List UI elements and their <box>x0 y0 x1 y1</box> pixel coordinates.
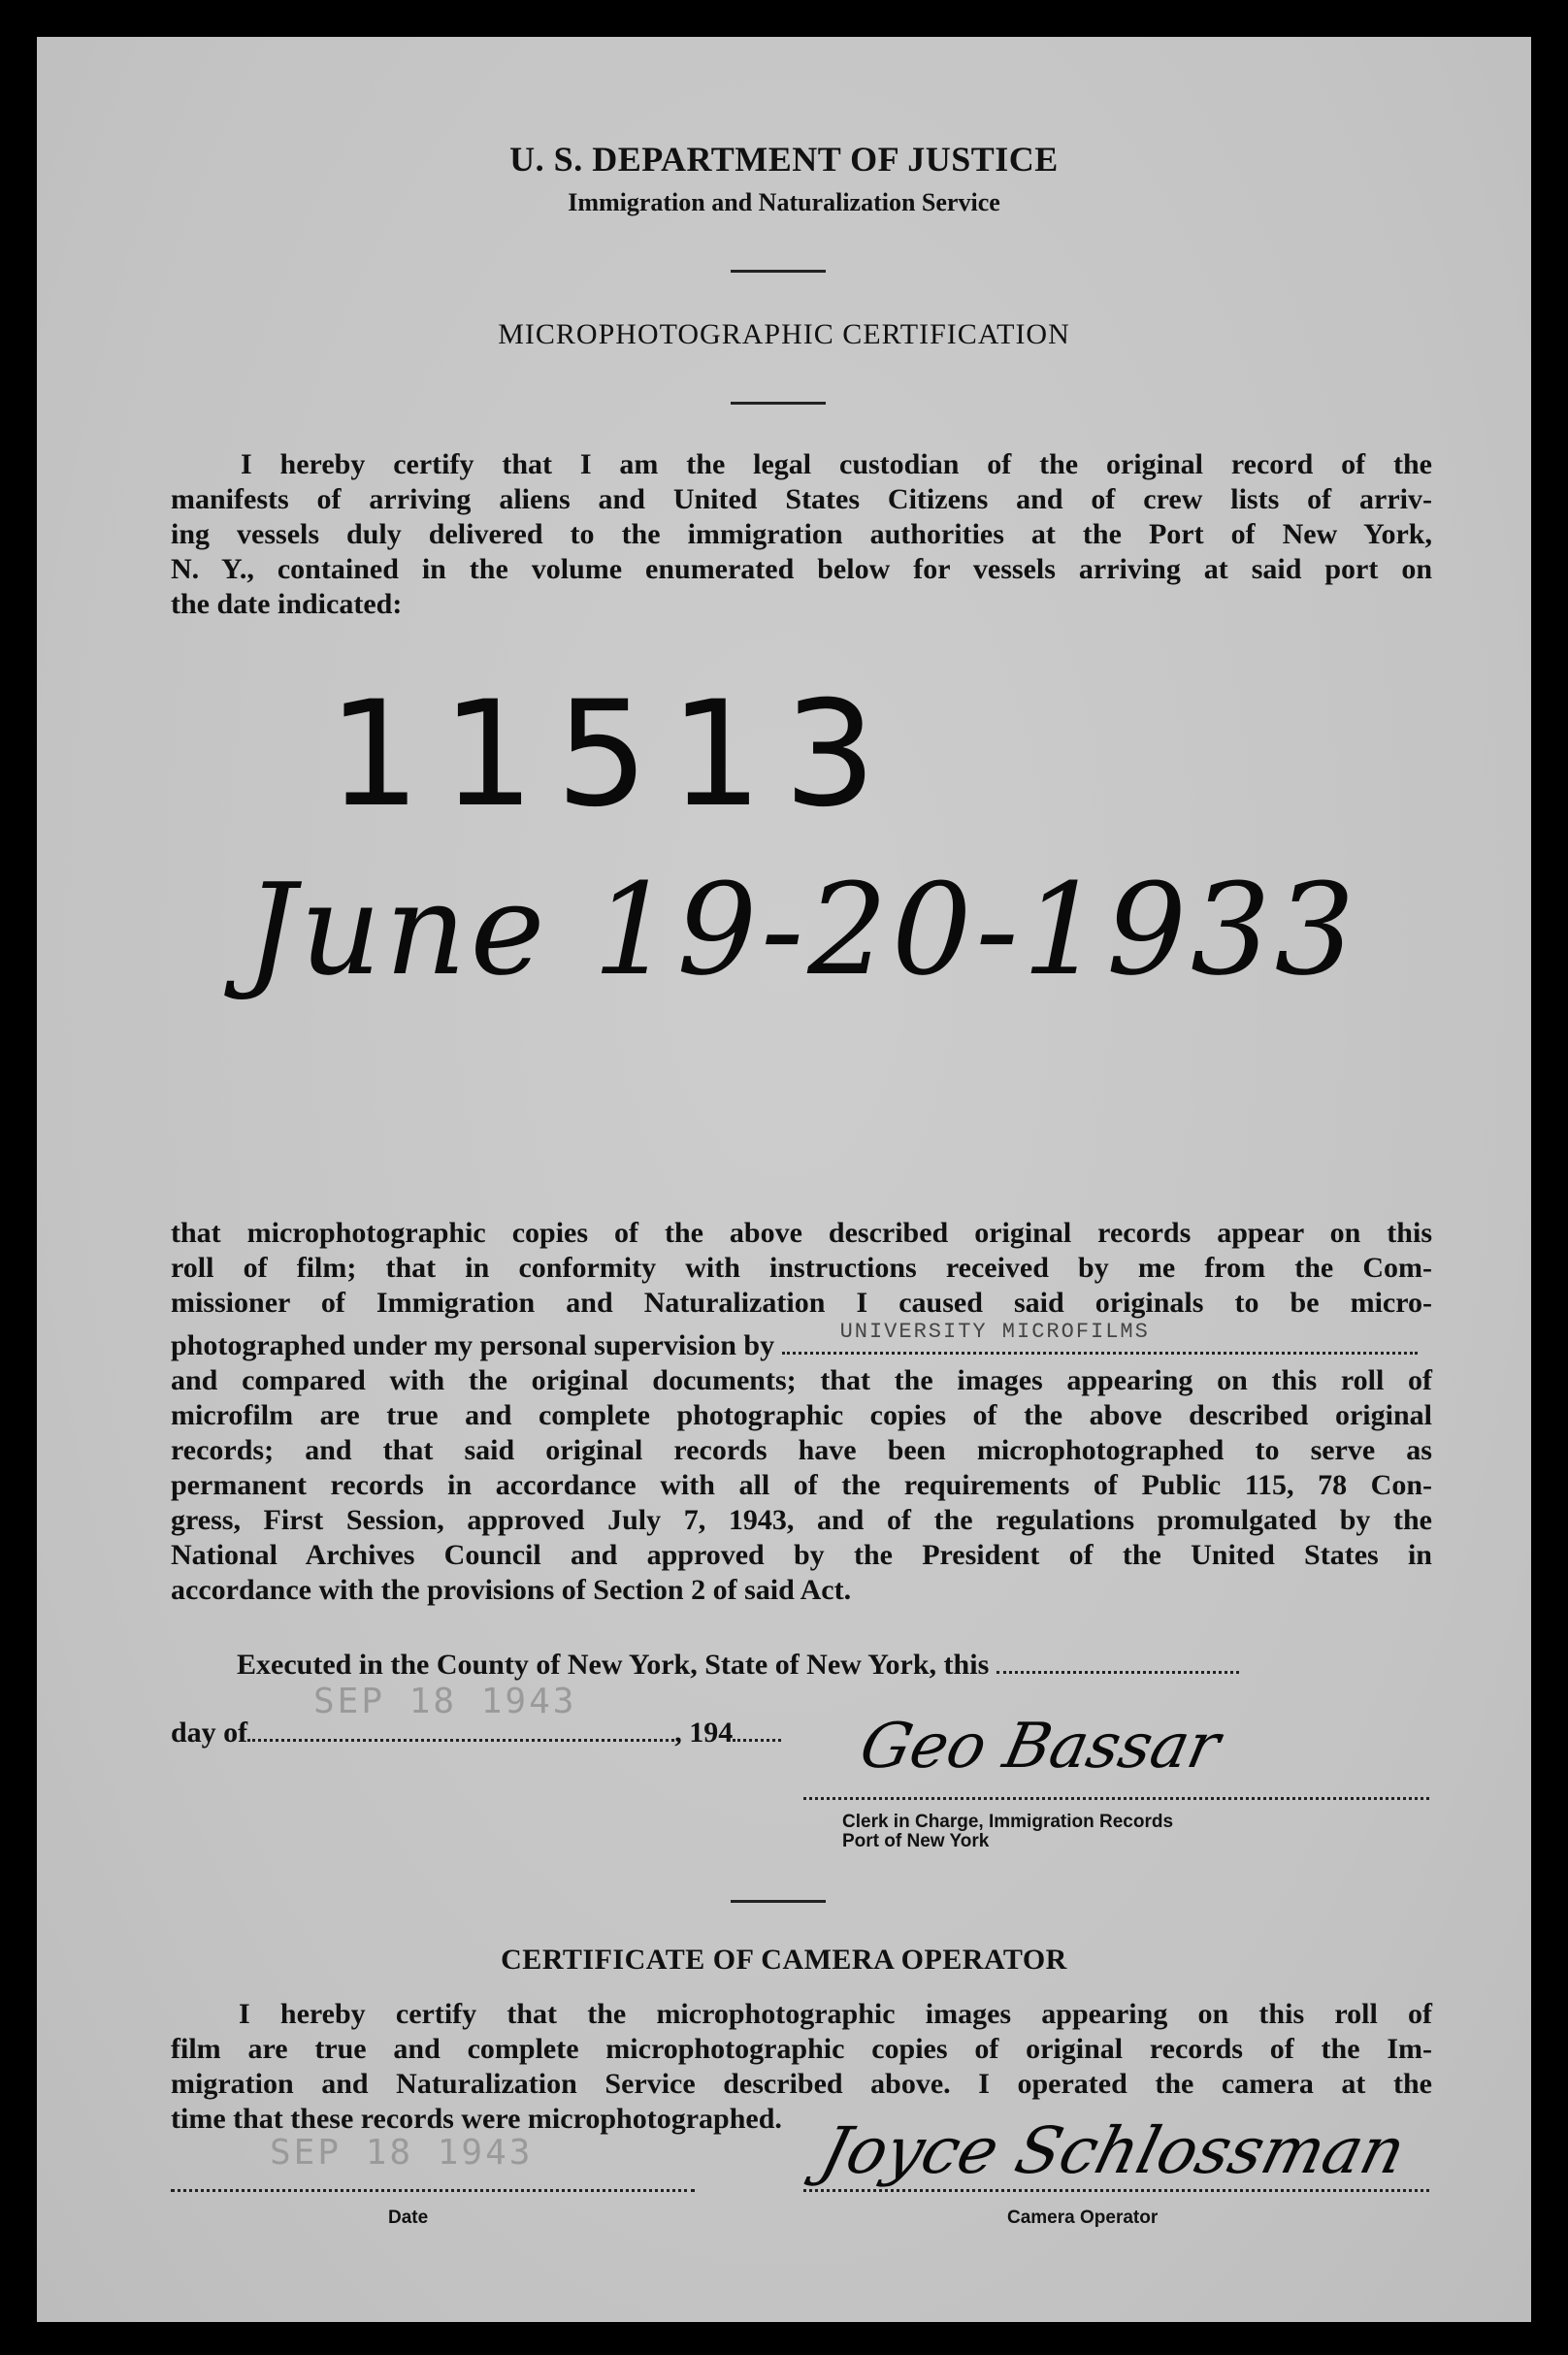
paragraph-line: the date indicated: <box>171 588 403 620</box>
received-date-stamp: SEP 18 1943 <box>313 1682 577 1721</box>
clerk-signature: Geo Bassar <box>854 1711 1226 1783</box>
paragraph-line: that microphotographic copies of the above described original records appear on this <box>171 1217 1432 1249</box>
paragraph-line: records; and that said original records have been microphotographed to serve as <box>171 1434 1432 1466</box>
supervision-prefix: photographed under my personal supervision by <box>171 1329 775 1361</box>
paragraph-line: N. Y., contained in the volume enumerated below for vessels arriving at said port on <box>171 553 1432 585</box>
photographer-typed: UNIVERSITY MICROFILMS <box>839 1320 1150 1344</box>
divider-rule <box>731 1900 826 1903</box>
paragraph-line: roll of film; that in conformity with instructions received by me from the Com- <box>171 1252 1432 1284</box>
supervision-line <box>171 1320 1432 1363</box>
paragraph-line: missioner of Immigration and Naturalization I caused said originals to be micro- <box>171 1287 1432 1319</box>
day-of-label: day of <box>171 1717 248 1749</box>
paragraph-line: accordance with the provisions of Section 2 of said Act. <box>171 1574 852 1606</box>
department-heading: U. S. DEPARTMENT OF JUSTICE <box>509 140 1059 179</box>
certificate-page <box>37 37 1531 2322</box>
day-of-field <box>247 1716 674 1742</box>
operator-signature-line <box>803 2189 1429 2192</box>
year-field <box>733 1716 781 1742</box>
intro-paragraph <box>171 447 1432 622</box>
executed-day-field <box>996 1648 1239 1674</box>
clerk-title-line: Clerk in Charge, Immigration Records <box>842 1812 1174 1832</box>
volume-number-handwritten: 11513 <box>328 671 898 839</box>
divider-rule <box>731 270 826 273</box>
photographer-field <box>782 1320 1418 1355</box>
paragraph-line: manifests of arriving aliens and United States Citizens and of crew lists of arriv- <box>171 483 1432 515</box>
divider-rule <box>731 402 826 405</box>
paragraph-line: National Archives Council and approved by the President of the United States in <box>171 1539 1432 1571</box>
operator-label: Camera Operator <box>1007 2208 1159 2228</box>
form-title: MICROPHOTOGRAPHIC CERTIFICATION <box>498 318 1070 350</box>
clerk-signature-line <box>803 1797 1429 1800</box>
date-label: Date <box>388 2208 429 2228</box>
paragraph-line: film are true and complete microphotographic copies of original records of the Im- <box>171 2033 1432 2065</box>
paragraph-line: time that these records were microphotographed. <box>171 2103 782 2135</box>
camera-date-stamp: SEP 18 1943 <box>270 2133 534 2173</box>
executed-line <box>237 1648 1432 1683</box>
service-subheading: Immigration and Naturalization Service <box>568 188 1000 216</box>
operator-signature: Joyce Schlossman <box>813 2113 1413 2188</box>
paragraph-line: I hereby certify that the microphotographic images appearing on this roll of <box>239 1998 1432 2030</box>
year-prefix: , 194 <box>674 1717 734 1749</box>
paragraph-line: permanent records in accordance with all of the requirements of Public 115, 78 Con- <box>171 1469 1432 1501</box>
paragraph-line: migration and Naturalization Service described above. I operated the camera at the <box>171 2068 1432 2100</box>
paragraph-line: gress, First Session, approved July 7, 1943, and of the regulations promulgated by the <box>171 1504 1432 1536</box>
paragraph-line: I hereby certify that I am the legal custodian of the original record of the <box>241 448 1432 480</box>
executed-text: Executed in the County of New York, State of New York, this <box>237 1649 990 1681</box>
body-paragraph <box>171 1216 1432 1608</box>
camera-certificate-title: CERTIFICATE OF CAMERA OPERATOR <box>501 1944 1067 1976</box>
paragraph-line: microfilm are true and complete photographic copies of the above described original <box>171 1399 1432 1431</box>
day-of-line <box>171 1716 850 1750</box>
clerk-title-line: Port of New York <box>842 1831 990 1851</box>
paragraph-line: ing vessels duly delivered to the immigration authorities at the Port of New York, <box>171 518 1432 550</box>
paragraph-line: and compared with the original documents; that the images appearing on this roll of <box>171 1364 1432 1396</box>
clerk-title <box>842 1813 1173 1851</box>
volume-date-handwritten: June 19-20-1933 <box>245 856 1359 1003</box>
date-signature-line <box>171 2189 695 2192</box>
